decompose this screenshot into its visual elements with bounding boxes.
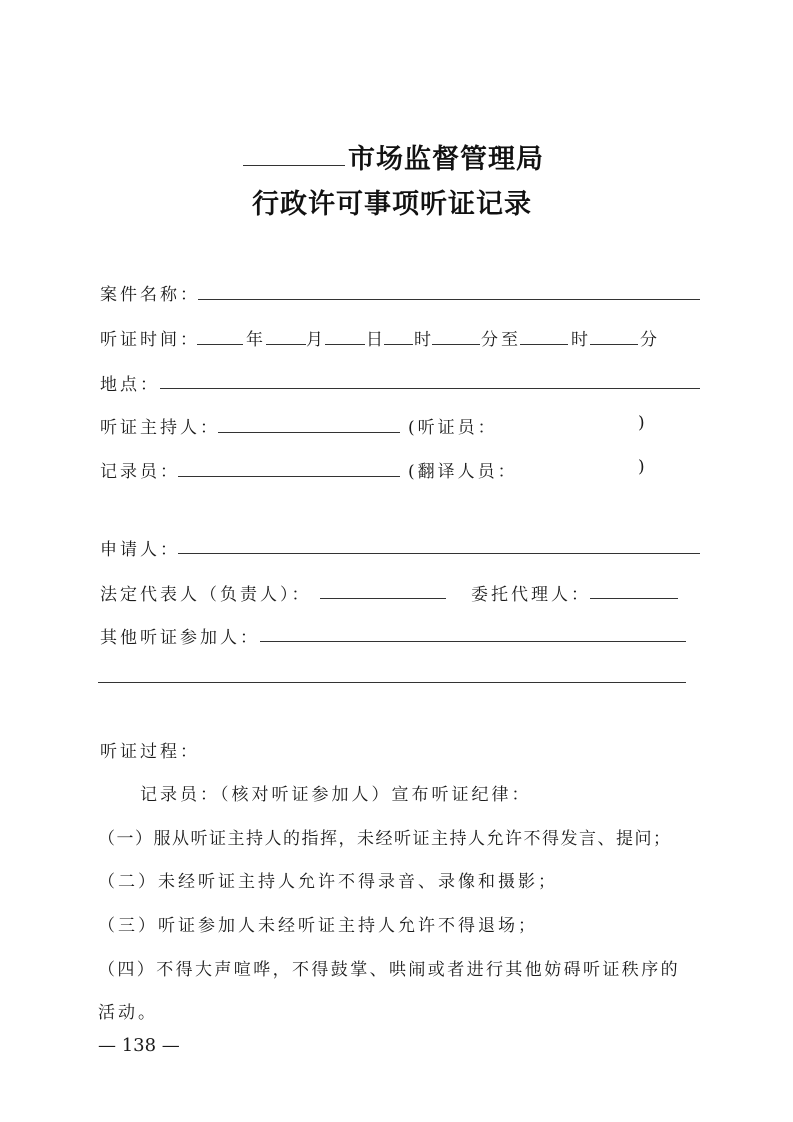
end-hour-unit: 时	[571, 330, 591, 350]
host-field[interactable]	[218, 432, 400, 433]
rule-item: （二）未经听证主持人允许不得录音、录像和摄影；	[98, 872, 558, 892]
applicant-label: 申请人：	[100, 540, 180, 560]
translator-close: )	[638, 457, 648, 477]
case-name-label: 案件名称：	[100, 285, 200, 305]
other-participants-field-line2[interactable]	[98, 682, 686, 683]
legal-rep-field[interactable]	[320, 598, 446, 599]
agency-name-blank[interactable]	[243, 165, 345, 166]
agent-label: 委托代理人：	[471, 585, 591, 605]
minute-field[interactable]	[432, 344, 480, 345]
hour-unit: 时	[414, 330, 434, 350]
agent-field[interactable]	[590, 598, 678, 599]
case-name-field[interactable]	[198, 299, 700, 300]
hearing-officer-close: )	[638, 413, 648, 433]
recorder-field[interactable]	[178, 476, 400, 477]
end-minute-unit: 分	[640, 330, 660, 350]
process-heading: 听证过程：	[100, 742, 200, 762]
other-participants-label: 其他听证参加人：	[100, 628, 260, 648]
year-field[interactable]	[197, 344, 243, 345]
process-intro: 记录员：（核对听证参加人）宣布听证纪律：	[140, 785, 532, 805]
day-field[interactable]	[325, 344, 365, 345]
title-agency: 市场监督管理局	[348, 144, 544, 175]
page-title: 行政许可事项听证记录	[252, 189, 532, 220]
page-number: — 138 —	[98, 1035, 180, 1056]
other-participants-field[interactable]	[260, 641, 686, 642]
hearing-time-label: 听证时间：	[100, 330, 200, 350]
translator-label: (翻译人员：	[408, 462, 518, 482]
year-unit: 年	[246, 330, 266, 350]
host-label: 听证主持人：	[100, 418, 220, 438]
month-field[interactable]	[266, 344, 306, 345]
recorder-label: 记录员：	[100, 462, 180, 482]
month-unit: 月	[306, 330, 326, 350]
end-minute-field[interactable]	[590, 344, 638, 345]
rule-item: （三）听证参加人未经听证主持人允许不得退场；	[98, 916, 538, 936]
minute-to-unit: 分至	[481, 330, 521, 350]
legal-rep-label: 法定代表人（负责人）：	[100, 585, 312, 605]
applicant-field[interactable]	[178, 553, 700, 554]
rule-item-continuation: 活动。	[98, 1003, 158, 1023]
rule-item: （四）不得大声喧哗，不得鼓掌、哄闹或者进行其他妨碍听证秩序的	[98, 960, 680, 980]
end-hour-field[interactable]	[520, 344, 568, 345]
hour-field[interactable]	[384, 344, 413, 345]
hearing-officer-label: (听证员：	[408, 418, 498, 438]
rule-item: （一）服从听证主持人的指挥，未经听证主持人允许不得发言、提问；	[98, 829, 672, 849]
location-label: 地点：	[100, 375, 160, 395]
day-unit: 日	[366, 330, 386, 350]
location-field[interactable]	[160, 388, 700, 389]
